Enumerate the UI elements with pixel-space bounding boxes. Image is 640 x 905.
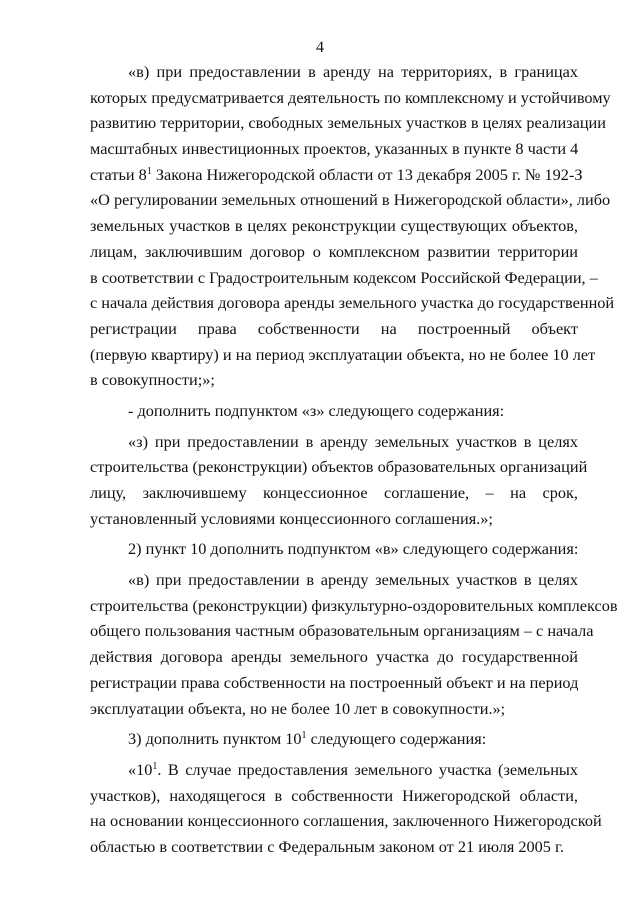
text-line: «О регулировании земельных отношений в Нижегородской области», либо [90, 190, 611, 210]
text-line: в соответствии с Градостроительным кодексом Российской Федерации, – [90, 267, 598, 287]
text-line: участков), находящегося в собственности Нижегородской области, [90, 785, 578, 805]
text-line: (первую квартиру) и на период эксплуатации объекта, но не более 10 лет [90, 344, 596, 364]
text-segment: статьи 8 [90, 164, 147, 184]
paragraph [90, 567, 618, 721]
text-segment: Закона Нижегородской области от 13 декабря 2005 г. № 192-З [151, 164, 583, 184]
text-line: «в) при предоставлении в аренду на территориях, в границах [128, 62, 578, 81]
paragraph [90, 59, 615, 393]
paragraph [90, 536, 578, 562]
document-body [90, 59, 618, 860]
text-line: регистрации права собственности на построенный объект и на период [90, 672, 579, 692]
text-line: областью в соответствии с Федеральным законом от 21 июля 2005 г. [90, 836, 564, 856]
text-segment: «10 [128, 759, 153, 779]
text-line: масштабных инвестиционных проектов, указанных в пункте 8 части 4 [90, 139, 579, 159]
text-segment: . В случае предоставления земельного участка (земельных [157, 759, 578, 779]
text-line: земельных участков в целях реконструкции существующих объектов, [90, 216, 578, 236]
text-line: с начала действия договора аренды земельного участка до государственной [90, 293, 615, 313]
text-line: общего пользования частным образовательным организациям – с начала [90, 621, 594, 641]
text-line [90, 726, 578, 752]
text-segment: 3) дополнить пунктом 10 [128, 729, 302, 749]
text-line: на основании концессионного соглашения, заключенного Нижегородской [90, 811, 602, 831]
text-line: «з) при предоставлении в аренду земельных участков в целях [128, 431, 578, 451]
text-line: развитию территории, свободных земельных участков в целях реализации [90, 113, 606, 133]
text-line: - дополнить подпунктом «з» следующего содержания: [128, 400, 505, 420]
text-line: действия договора аренды земельного участка до государственной [90, 647, 578, 667]
text-line: которых предусматривается деятельность по комплексному и устойчивому [90, 87, 611, 107]
text-line: установленный условиями концессионного соглашения.»; [90, 508, 493, 528]
paragraph [90, 757, 602, 860]
paragraph [90, 398, 578, 424]
paragraph [90, 726, 578, 752]
text-line: строительства (реконструкции) объектов образовательных организаций [90, 457, 588, 477]
text-segment: следующего содержания: [306, 729, 487, 749]
text-line [90, 162, 583, 188]
text-line [90, 757, 578, 783]
text-line: лицу, заключившему концессионное соглашение, – на срок, [90, 483, 578, 502]
text-line: лицам, заключившим договор о комплексном развитии территории [90, 241, 578, 261]
text-line: регистрации права собственности на построенный объект [90, 318, 578, 338]
page-number: 4 [316, 39, 324, 56]
text-line: 2) пункт 10 дополнить подпунктом «в» следующего содержания: [128, 539, 579, 559]
superscript: 1 [301, 730, 307, 742]
text-line: в совокупности;»; [90, 370, 215, 390]
text-line: эксплуатации объекта, но не более 10 лет в совокупности.»; [90, 698, 506, 718]
paragraph [90, 429, 588, 532]
text-line: строительства (реконструкции) физкультурно-оздоровительных комплексов [90, 595, 618, 615]
text-line: «в) при предоставлении в аренду земельных участков в целях [128, 570, 578, 590]
superscript: 1 [146, 165, 152, 177]
superscript: 1 [152, 760, 158, 772]
